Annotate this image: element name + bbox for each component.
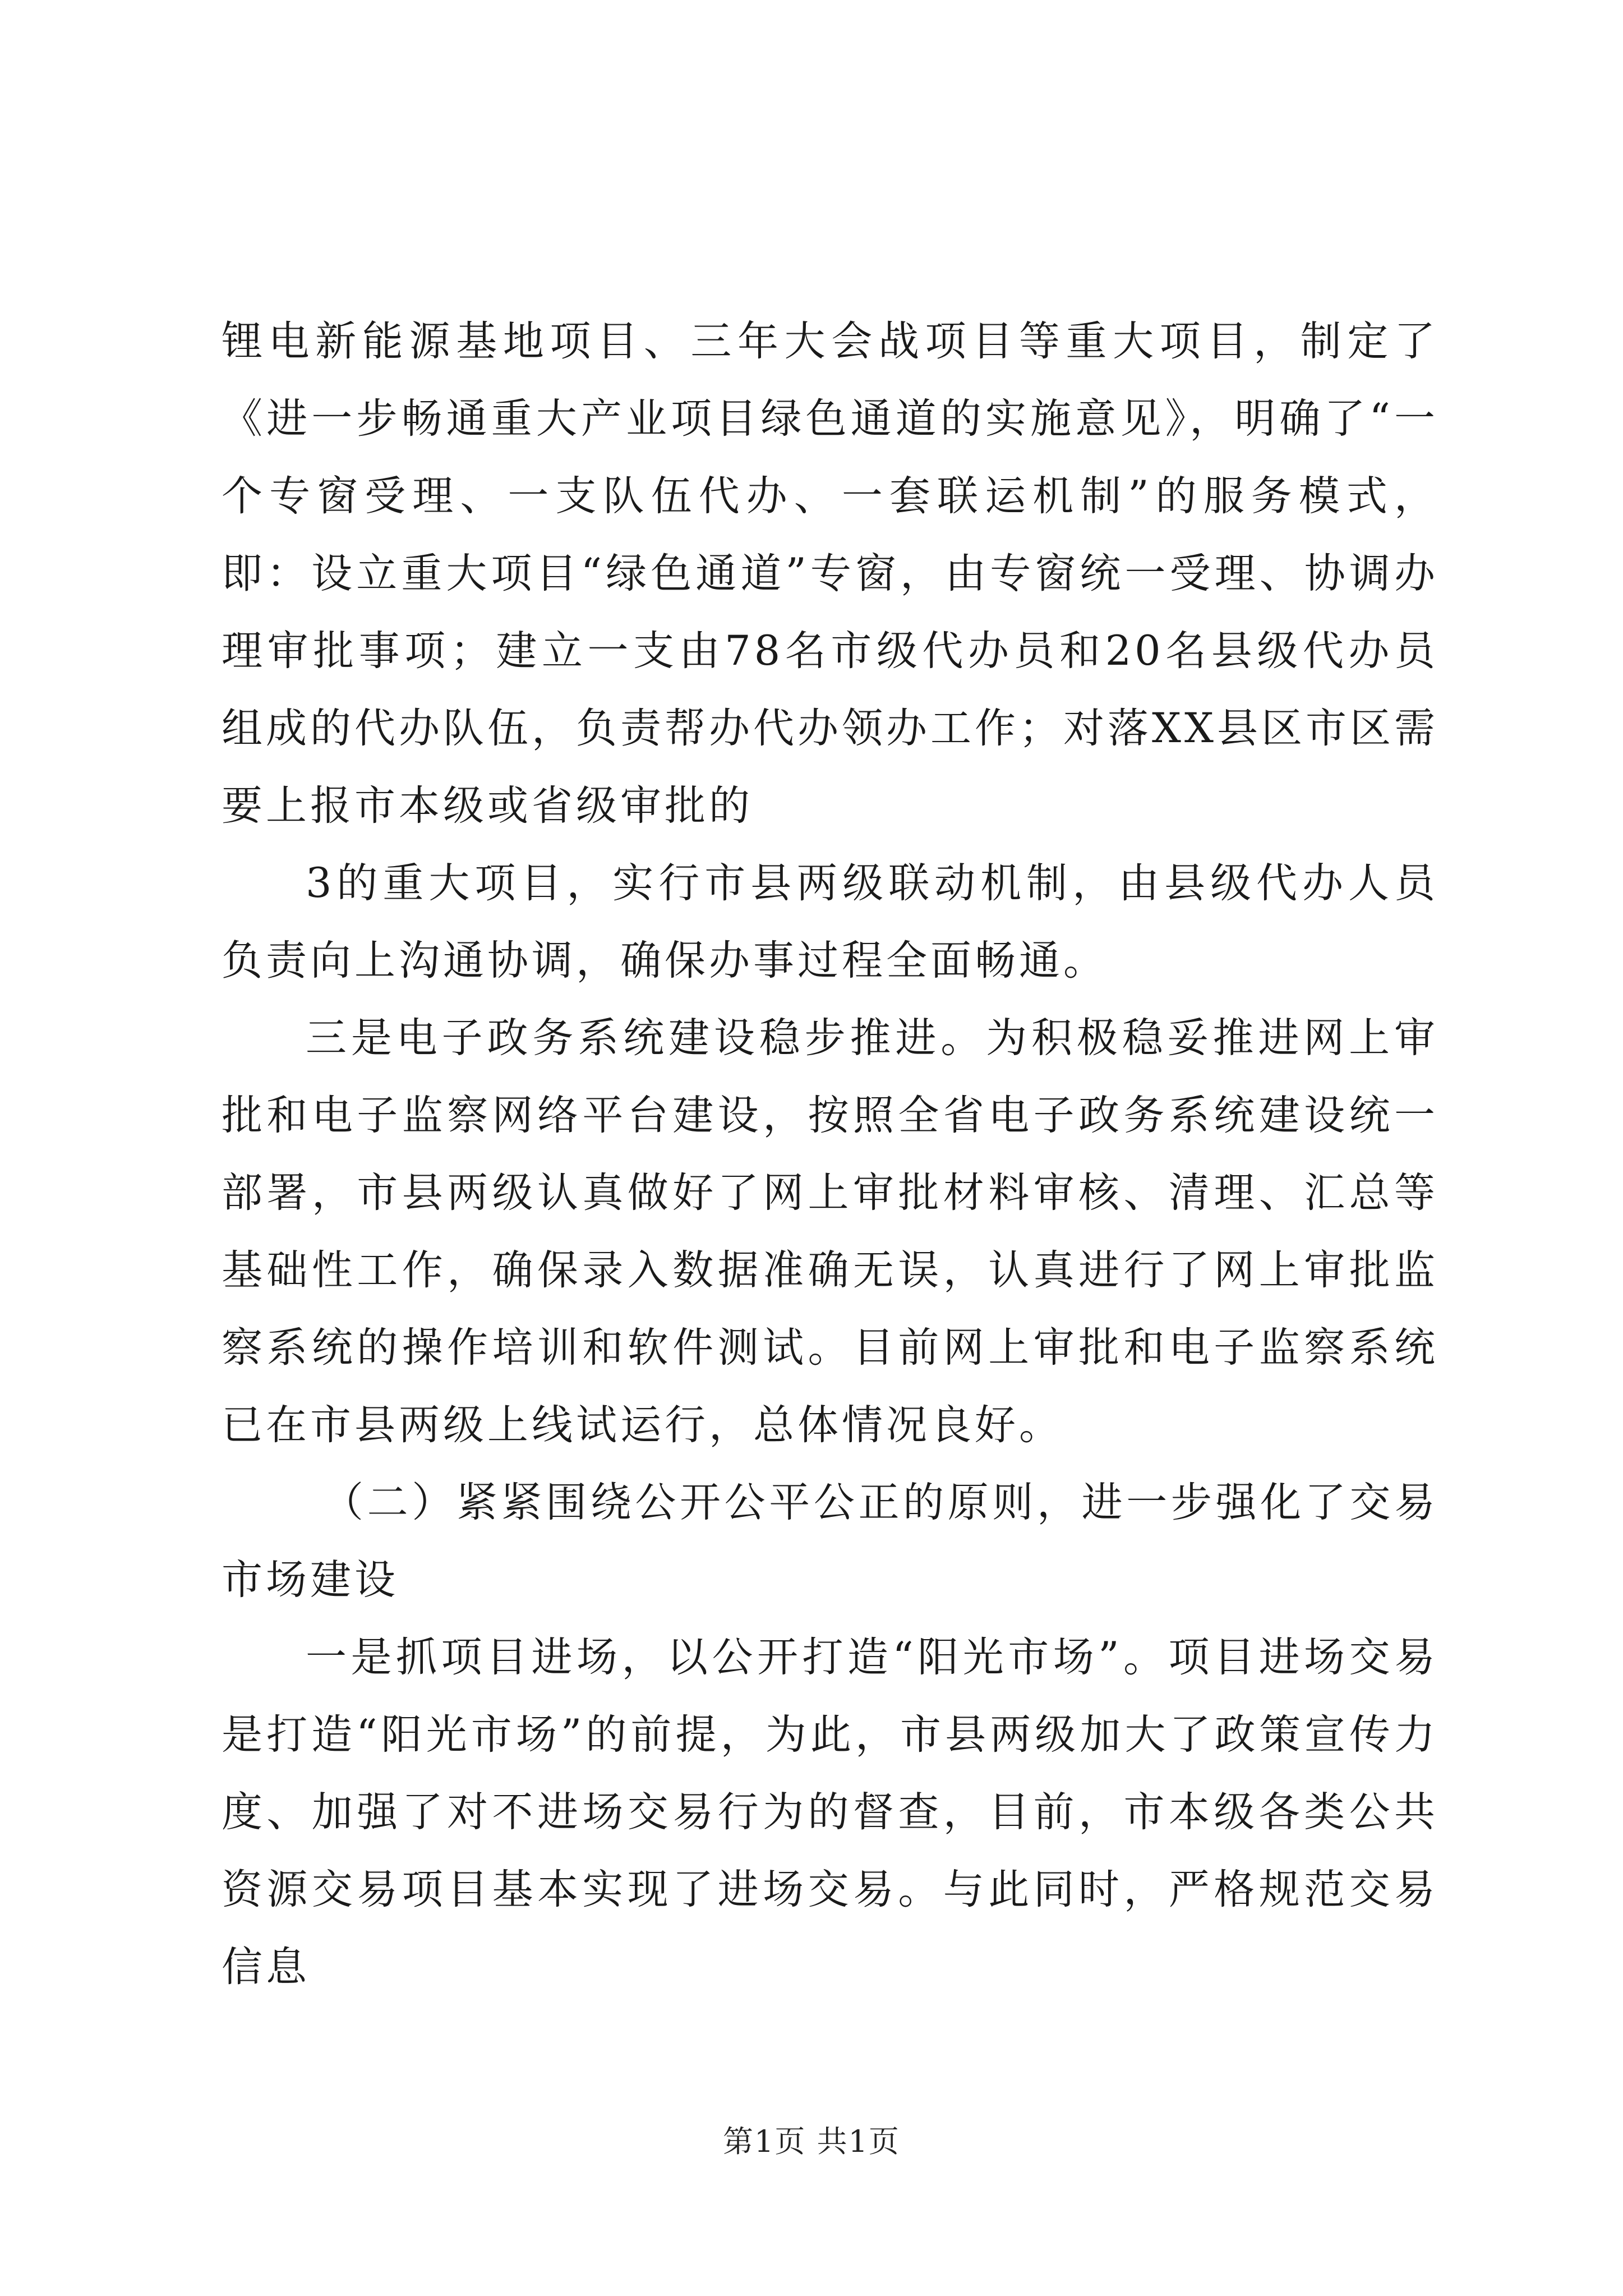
page-number-footer: 第1页 共1页 — [723, 2124, 900, 2159]
paragraph-project-entry: 一是抓项目进场，以公开打造“阳光市场”。项目进场交易是打造“阳光市场”的前提，为此，市县两级加大了政策宣传力度、加强了对不进场交易行为的督查，目前，市本级各类公共资源交易项目基本实现了进场交易。与此同时，严格规范交易信息 — [222, 1634, 1438, 1991]
paragraph-joint-mechanism: 3的重大项目，实行市县两级联动机制，由县级代办人员负责向上沟通协调，确保办事过程全面畅通。 — [222, 859, 1438, 984]
paragraph-green-channel-continued: 锂电新能源基地项目、三年大会战项目等重大项目，制定了《进一步畅通重大产业项目绿色通道的实施意见》，明确了“一个专窗受理、一支队伍代办、一套联运机制”的服务模式，即：设立重大项目“绿色通道”专窗，由专窗统一受理、协调办理审批事项；建立一支由78名市级代办员和20名县级代办员组成的代办队伍，负责帮办代办领办工作；对落XX县区市区需要上报市本级或省级审批的 — [222, 318, 1438, 830]
document-body — [222, 303, 1438, 2006]
paragraph-e-government: 三是电子政务系统建设稳步推进。为积极稳妥推进网上审批和电子监察网络平台建设，按照全省电子政务系统建设统一部署，市县两级认真做好了网上审批材料审核、清理、汇总等基础性工作，确保录入数据准确无误，认真进行了网上审批监察系统的操作培训和软件测试。目前网上审批和电子监察系统已在市县两级上线试运行，总体情况良好。 — [222, 1014, 1438, 1449]
section-heading-market-construction: （二）紧紧围绕公开公平公正的原则，进一步强化了交易市场建设 — [222, 1479, 1438, 1604]
